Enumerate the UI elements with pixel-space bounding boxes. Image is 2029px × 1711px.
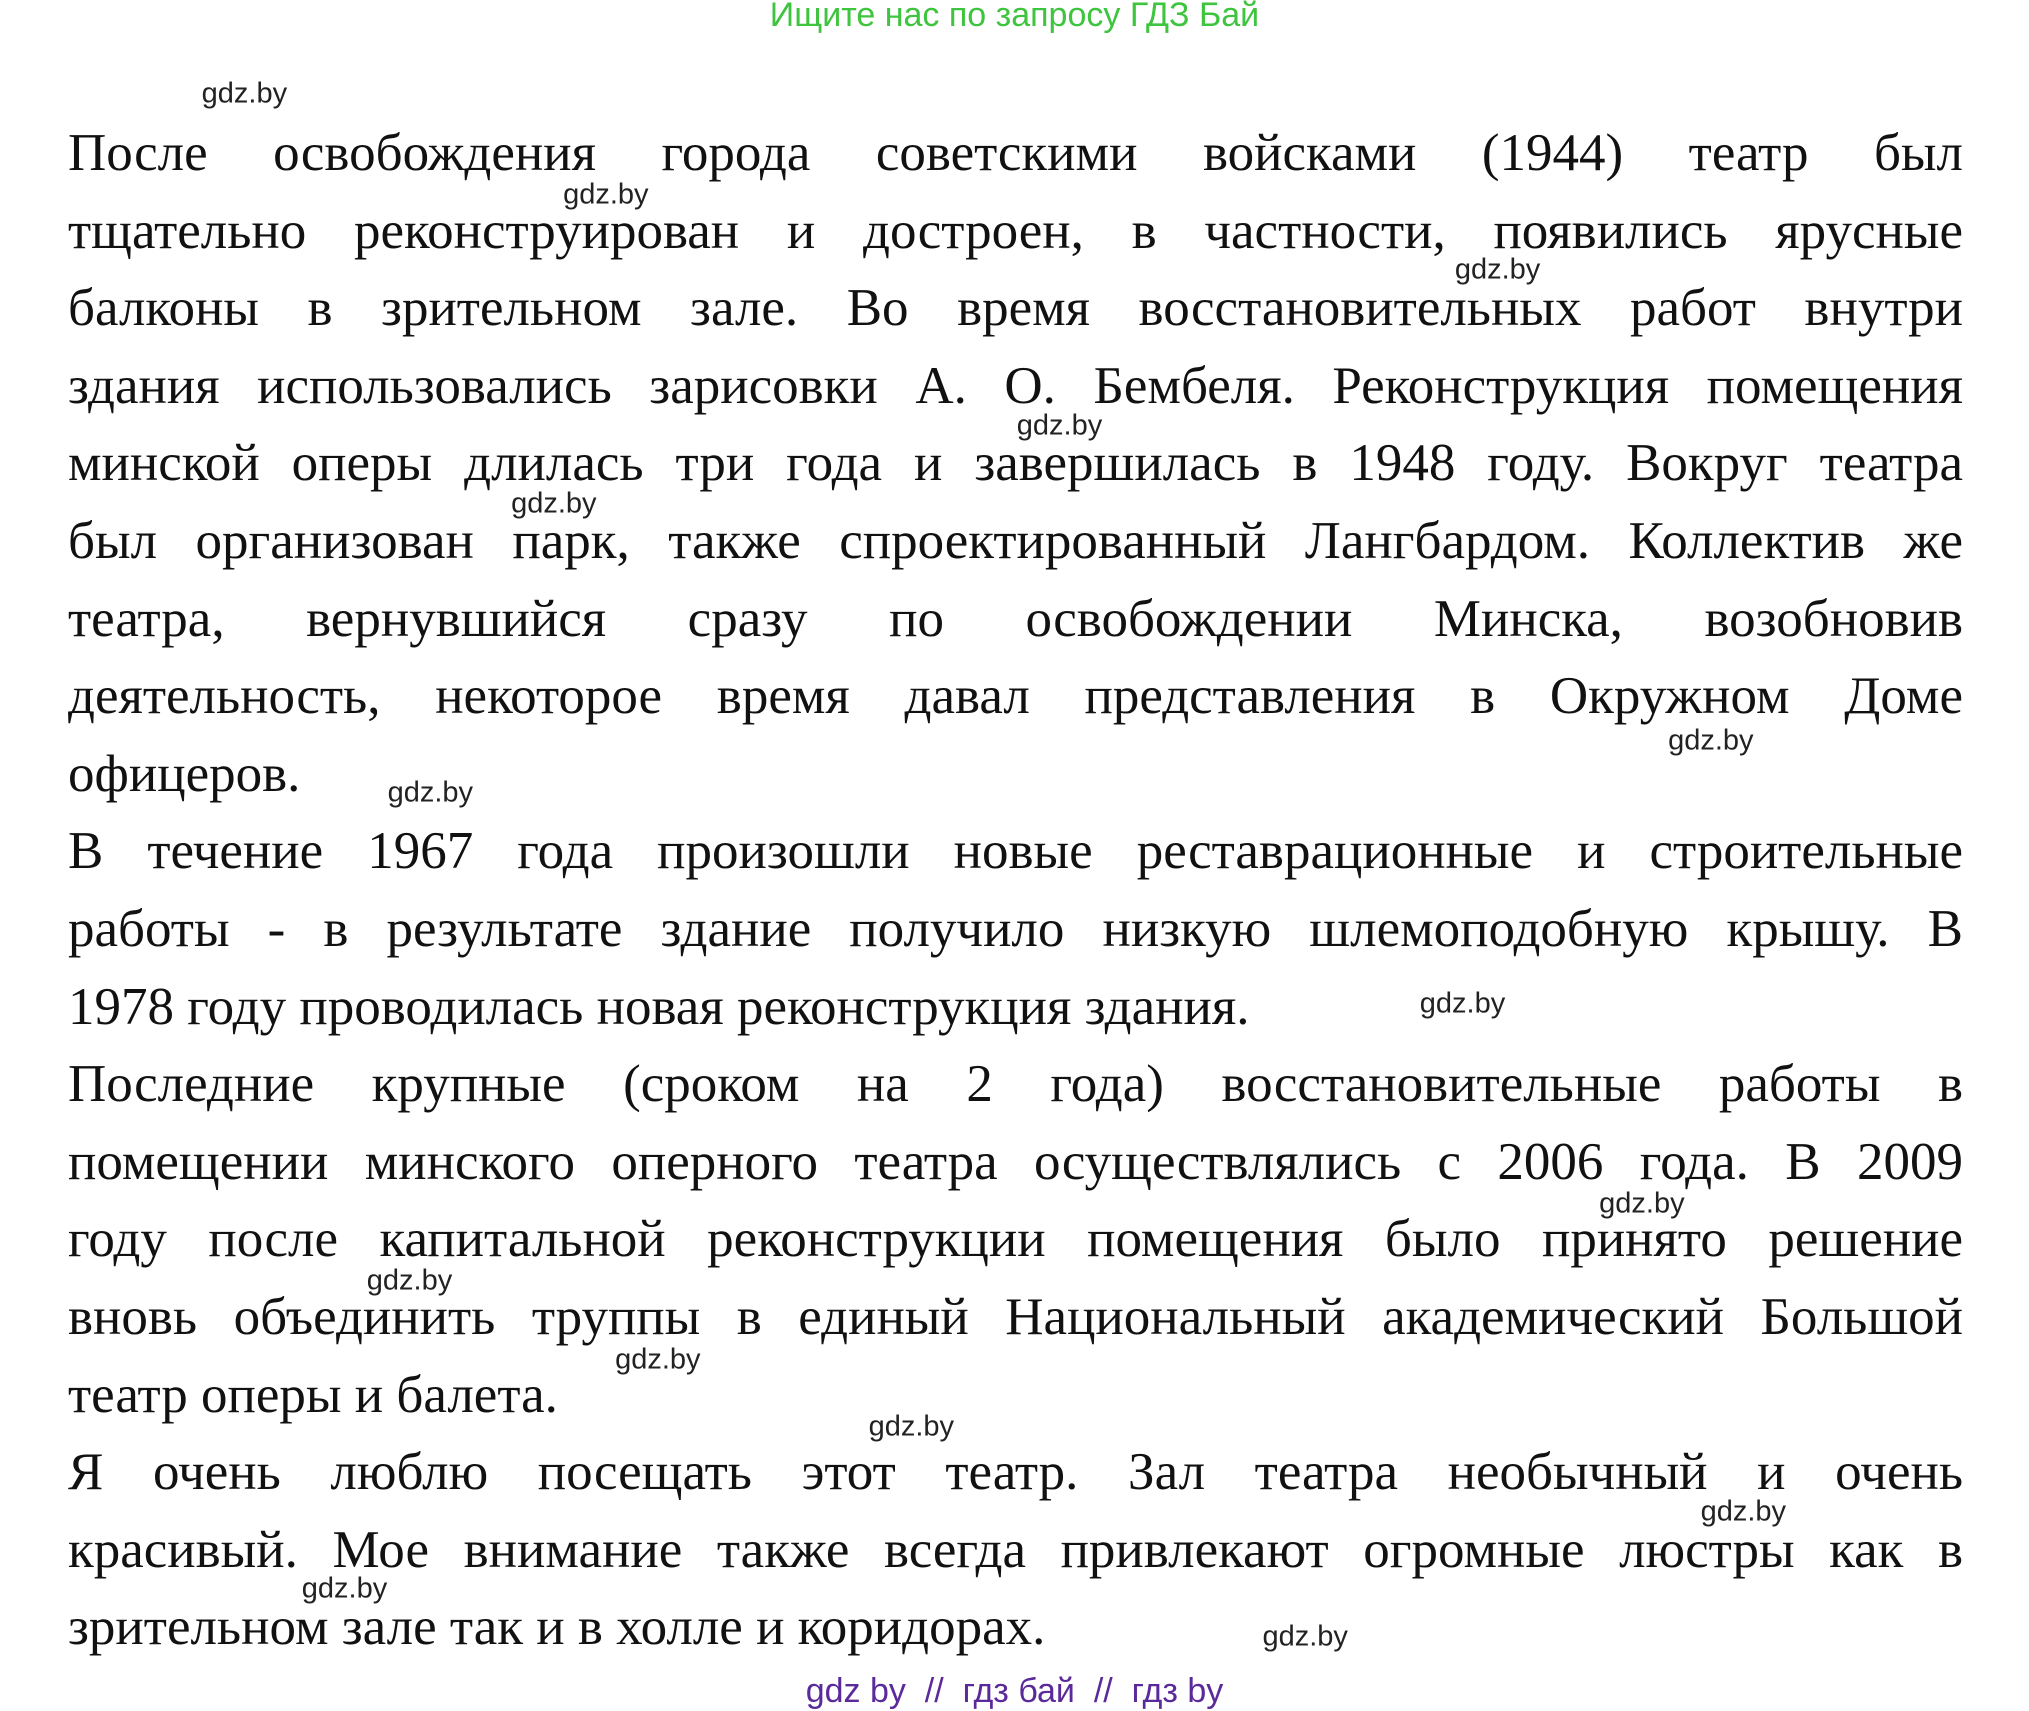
text-line: году после капитальной реконструкции помещения было принято решение [68,1210,1963,1269]
text-line: балконы в зрительном зале. Во время восстановительных работ внутри [68,279,1963,338]
watermark-text: gdz.by [1016,409,1103,442]
text-line: вновь объединить труппы в единый Национальный академический Большой [68,1288,1963,1346]
text-line: помещении минского оперного театра осуществлялись с 2006 года. В 2009 [68,1132,1963,1191]
text-line: минской оперы длилась три года и завершилась в 1948 году. Вокруг театра [68,434,1963,493]
footer-banner: gdz by // гдз бай // гдз by [805,1672,1224,1710]
watermark-text: gdz.by [615,1343,701,1376]
header-banner: Ищите нас по запросу ГДЗ Бай [769,0,1260,34]
text-line: театр оперы и балета. [68,1365,558,1424]
text-line: работы - в результате здание получило низкую шлемоподобную крышу. В [68,900,1963,958]
watermark-text: gdz.by [201,77,288,110]
watermark-text: gdz.by [1599,1187,1685,1220]
text-line: офицеров. [68,744,301,803]
text-line: 1978 году проводилась новая реконструкция здания. [68,977,1250,1036]
text-line: зрительном зале так и в холле и коридорах. [68,1598,1046,1657]
text-line: В течение 1967 года произошли новые реставрационные и строительные [68,822,1963,881]
text-line: тщательно реконструирован и достроен, в частности, появились ярусные [68,201,1963,260]
watermark-text: gdz.by [563,178,649,211]
text-line: Я очень люблю посещать этот театр. Зал театра необычный и очень [68,1443,1963,1502]
text-line: здания использовались зарисовки А. О. Бембеля. Реконструкция помещения [68,356,1963,415]
watermark-text: gdz.by [387,776,474,809]
watermark-text: gdz.by [1419,987,1506,1020]
watermark-text: gdz.by [511,487,597,520]
text-line: красивый. Мое внимание также всегда привлекают огромные люстры как в [68,1520,1963,1579]
text-line: После освобождения города советскими войсками (1944) театр был [68,124,1963,182]
text-line: Последние крупные (сроком на 2 года) восстановительные работы в [68,1055,1963,1114]
watermark-text: gdz.by [1454,253,1541,286]
watermark-text: gdz.by [1262,1620,1348,1653]
watermark-text: gdz.by [366,1264,453,1296]
text-line: театра, вернувшийся сразу по освобождении Минска, возобновив [68,589,1963,648]
watermark-text: gdz.by [1700,1495,1787,1528]
watermark-text: gdz.by [301,1572,388,1605]
watermark-text: gdz.by [868,1410,955,1443]
text-line: деятельность, некоторое время давал представления в Окружном Доме [68,667,1963,726]
watermark-text: gdz.by [1668,724,1754,757]
text-line: был организован парк, также спроектированный Лангбардом. Коллектив же [68,512,1963,570]
